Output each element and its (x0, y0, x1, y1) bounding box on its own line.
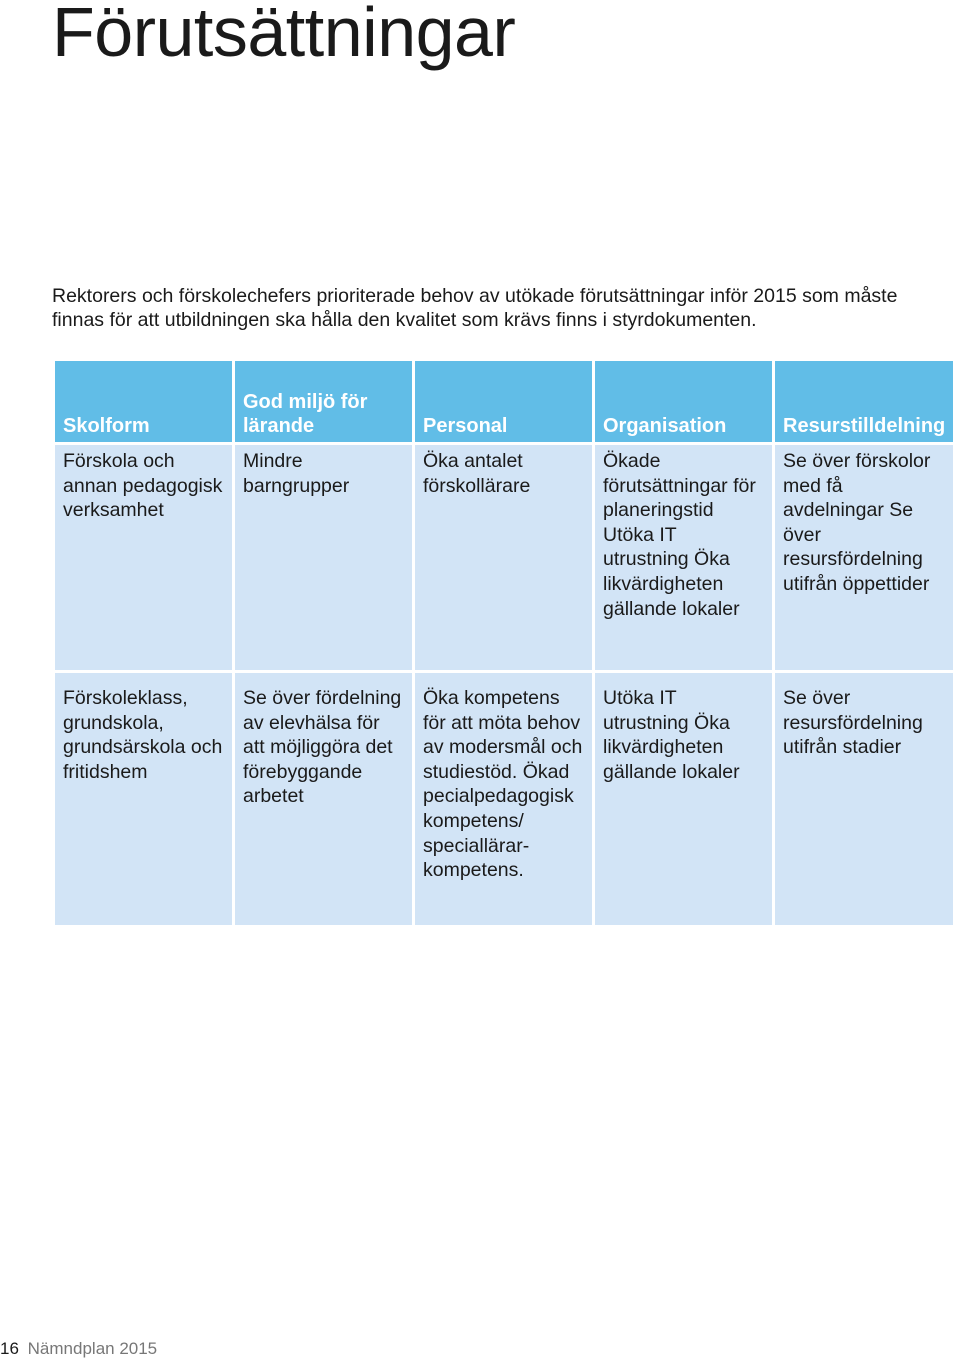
header-skolform (55, 361, 232, 442)
page-number: 16 (0, 1339, 19, 1358)
page-footer (0, 1338, 157, 1360)
table-cell: Ökade förutsättningar för planeringstid Utöka IT utrustning Öka likvärdigheten gällande lokaler (595, 445, 772, 670)
table-cell: Utöka IT utrustning Öka likvärdigheten gällande lokaler (595, 673, 772, 925)
header-skolform-label: Skolform (63, 415, 150, 437)
header-resurstilldelning-label: Resurstilldelning (783, 415, 946, 437)
header-resurstilldelning (775, 361, 953, 442)
header-god-miljo (235, 361, 412, 442)
table-cell: Se över fördelning av elevhälsa för att möjliggöra det förebyggande arbetet (235, 673, 412, 925)
table-cell: Förskoleklass, grundskola, grundsärskola och fritidshem (55, 673, 232, 925)
table-cell: Öka kompetens för att möta behov av modersmål och studiestöd. Ökad pecialpedagogisk kompetens/ speciallärar-kompetens. (415, 673, 592, 925)
document-name: Nämndplan 2015 (27, 1339, 158, 1358)
table-cell: Mindre barngrupper (235, 445, 412, 670)
table-header-row (55, 361, 953, 442)
page-title: Förutsättningar (52, 0, 516, 71)
header-personal (415, 361, 592, 442)
header-organisation (595, 361, 772, 442)
table-cell: Förskola och annan pedagogisk verksamhet (55, 445, 232, 670)
table-row (55, 445, 953, 670)
header-personal-label: Personal (423, 415, 508, 437)
table-cell: Se över resursfördelning utifrån stadier (775, 673, 953, 925)
intro-paragraph: Rektorers och förskolechefers prioriterade behov av utökade förutsättningar inför 2015 som måste finnas för att utbildningen ska hålla den kvalitet som krävs finns i styrdokumenten. (52, 285, 898, 331)
priorities-table (52, 358, 956, 928)
table-cell: Öka antalet förskollärare (415, 445, 592, 670)
table-row (55, 673, 953, 925)
header-organisation-label: Organisation (603, 415, 727, 437)
table-cell: Se över förskolor med få avdelningar Se över resursfördelning utifrån öppettider (775, 445, 953, 670)
header-god-miljo-label: God miljö för lärande (243, 391, 368, 437)
